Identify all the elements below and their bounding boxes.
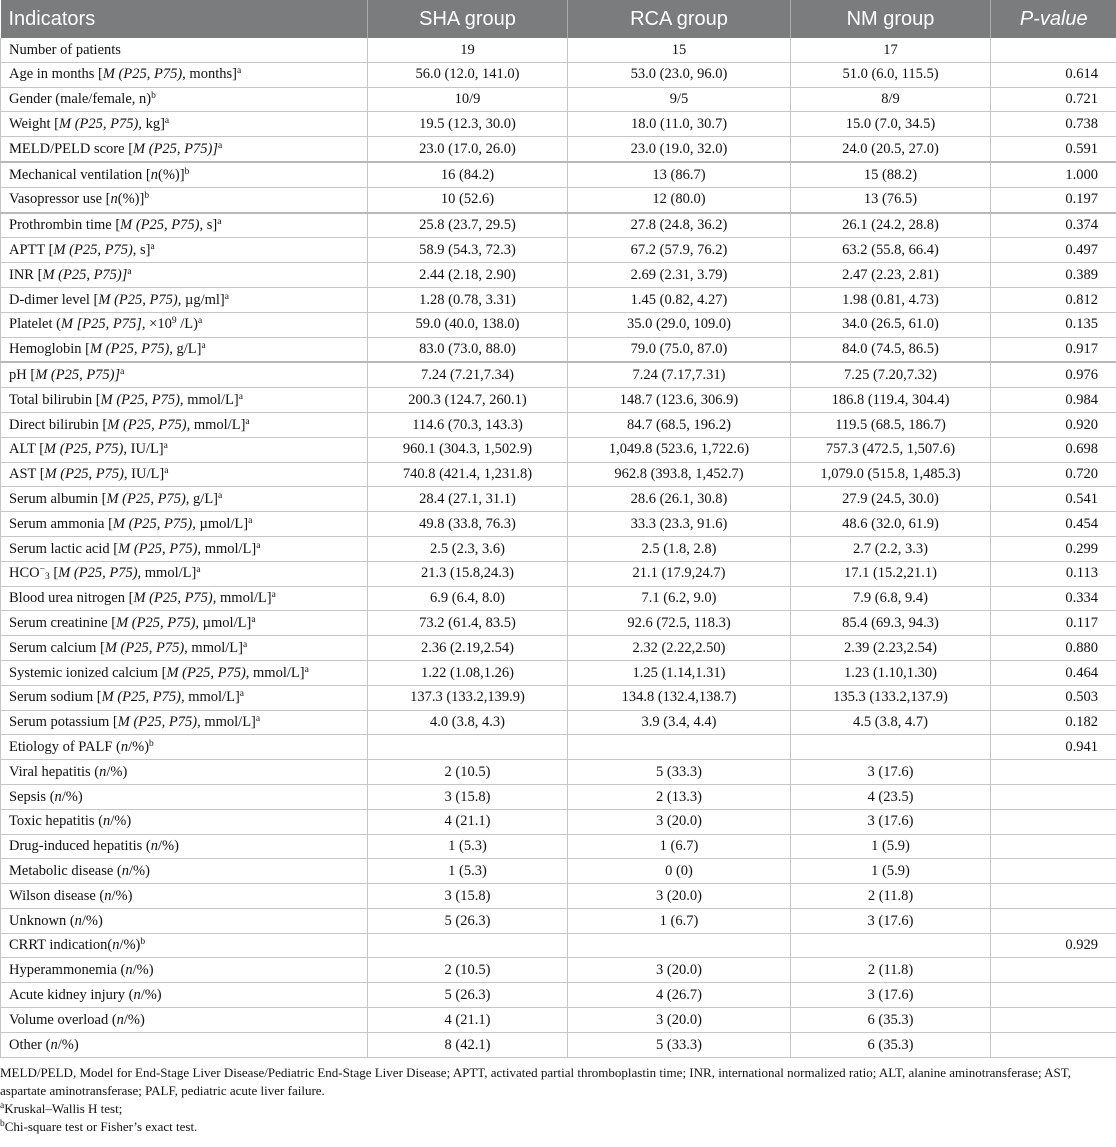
cell-p-value: 0.698 — [991, 437, 1116, 462]
cell-sha-group: 59.0 (40.0, 138.0) — [368, 312, 568, 337]
cell-p-value: 1.000 — [991, 162, 1116, 187]
cell-nm-group: 15 (88.2) — [791, 162, 991, 187]
footnote-b: $^b$Chi-square test or Fisher’s exact test. — [0, 1118, 198, 1134]
table-row — [1, 884, 1116, 909]
table-row — [1, 487, 1116, 512]
table-row — [1, 908, 1116, 933]
cell-p-value — [991, 908, 1116, 933]
cell-nm-group: 3 (17.6) — [791, 809, 991, 834]
cell-nm-group: 13 (76.5) — [791, 187, 991, 212]
cell-rca-group: 5 (33.3) — [568, 1032, 791, 1057]
cell-nm-group: 3 (17.6) — [791, 760, 991, 785]
cell-rca-group: 1,049.8 (523.6, 1,722.6) — [568, 437, 791, 462]
cell-rca-group: 3 (20.0) — [568, 1008, 791, 1033]
cell-p-value: 0.182 — [991, 710, 1116, 735]
table-row — [1, 238, 1116, 263]
cell-sha-group: 4 (21.1) — [368, 809, 568, 834]
cell-rca-group: 21.1 (17.9,24.7) — [568, 561, 791, 586]
cell-nm-group: 2.7 (2.2, 3.3) — [791, 536, 991, 561]
cell-p-value: 0.299 — [991, 536, 1116, 561]
cell-rca-group: 7.24 (7.17,7.31) — [568, 362, 791, 387]
cell-rca-group: 35.0 (29.0, 109.0) — [568, 312, 791, 337]
cell-indicator: Toxic hepatitis (n/%) — [1, 809, 368, 834]
cell-p-value: 0.941 — [991, 735, 1116, 760]
cell-nm-group: 2 (11.8) — [791, 884, 991, 909]
cell-nm-group: 757.3 (472.5, 1,507.6) — [791, 437, 991, 462]
cell-rca-group: 92.6 (72.5, 118.3) — [568, 611, 791, 636]
cell-rca-group: 2.32 (2.22,2.50) — [568, 636, 791, 661]
cell-sha-group: 2 (10.5) — [368, 958, 568, 983]
table-row — [1, 660, 1116, 685]
cell-sha-group: 2.36 (2.19,2.54) — [368, 636, 568, 661]
cell-sha-group: 1 (5.3) — [368, 834, 568, 859]
cell-nm-group: 6 (35.3) — [791, 1032, 991, 1057]
cell-indicator: AST [M (P25, P75), IU/L]$^a$ — [1, 462, 368, 487]
cell-indicator: Viral hepatitis (n/%) — [1, 760, 368, 785]
table-row — [1, 636, 1116, 661]
cell-rca-group: 13 (86.7) — [568, 162, 791, 187]
cell-rca-group: 962.8 (393.8, 1,452.7) — [568, 462, 791, 487]
cell-sha-group: 25.8 (23.7, 29.5) — [368, 213, 568, 238]
cell-indicator: Other (n/%) — [1, 1032, 368, 1057]
table-row — [1, 784, 1116, 809]
cell-p-value: 0.591 — [991, 137, 1116, 162]
cell-indicator: Volume overload (n/%) — [1, 1008, 368, 1033]
cell-p-value: 0.503 — [991, 685, 1116, 710]
cell-p-value — [991, 1032, 1116, 1057]
cell-p-value: 0.464 — [991, 660, 1116, 685]
cell-indicator: Weight [M (P25, P75), kg]$^a$ — [1, 112, 368, 137]
cell-nm-group — [791, 735, 991, 760]
cell-sha-group: 4.0 (3.8, 4.3) — [368, 710, 568, 735]
cell-nm-group: 3 (17.6) — [791, 983, 991, 1008]
cell-indicator: Number of patients — [1, 38, 368, 62]
table-footnotes — [0, 1058, 1116, 1136]
cell-sha-group: 740.8 (421.4, 1,231.8) — [368, 462, 568, 487]
table-row — [1, 87, 1116, 112]
cell-sha-group: 58.9 (54.3, 72.3) — [368, 238, 568, 263]
cell-nm-group: 85.4 (69.3, 94.3) — [791, 611, 991, 636]
cell-indicator: Gender (male/female, n)$^b$ — [1, 87, 368, 112]
cell-indicator: $HCO^-_3$ [M (P25, P75), mmol/L]$^a$ — [1, 561, 368, 586]
cell-p-value: 0.929 — [991, 933, 1116, 958]
cell-rca-group: 18.0 (11.0, 30.7) — [568, 112, 791, 137]
cell-indicator: INR [M (P25, P75)]$^a$ — [1, 263, 368, 288]
footnote-a: $^a$Kruskal–Wallis H test; — [0, 1100, 123, 1116]
cell-sha-group: 6.9 (6.4, 8.0) — [368, 586, 568, 611]
cell-rca-group — [568, 735, 791, 760]
header-rca-group: RCA group — [568, 0, 791, 38]
cell-nm-group: 6 (35.3) — [791, 1008, 991, 1033]
cell-rca-group: 9/5 — [568, 87, 791, 112]
cell-sha-group — [368, 933, 568, 958]
cell-p-value: 0.984 — [991, 388, 1116, 413]
cell-rca-group: 134.8 (132.4,138.7) — [568, 685, 791, 710]
cell-indicator: Unknown (n/%) — [1, 908, 368, 933]
cell-nm-group: 1 (5.9) — [791, 859, 991, 884]
cell-indicator: MELD/PELD score [M (P25, P75)]$^a$ — [1, 137, 368, 162]
cell-nm-group: 27.9 (24.5, 30.0) — [791, 487, 991, 512]
cell-sha-group: 21.3 (15.8,24.3) — [368, 561, 568, 586]
cell-sha-group: 3 (15.8) — [368, 784, 568, 809]
table-row — [1, 561, 1116, 586]
cell-rca-group: 2 (13.3) — [568, 784, 791, 809]
cell-sha-group — [368, 735, 568, 760]
cell-indicator: Vasopressor use $[n(\%)]^b$ — [1, 187, 368, 212]
cell-rca-group: 84.7 (68.5, 196.2) — [568, 412, 791, 437]
cell-rca-group: 1.25 (1.14,1.31) — [568, 660, 791, 685]
cell-p-value: 0.976 — [991, 362, 1116, 387]
cell-nm-group: 4 (23.5) — [791, 784, 991, 809]
cell-p-value: 0.113 — [991, 561, 1116, 586]
cell-indicator: Serum ammonia [M (P25, P75), µmol/L]$^a$ — [1, 512, 368, 537]
table-row — [1, 859, 1116, 884]
cell-sha-group: 56.0 (12.0, 141.0) — [368, 62, 568, 87]
cell-sha-group: 7.24 (7.21,7.34) — [368, 362, 568, 387]
cell-nm-group: 1,079.0 (515.8, 1,485.3) — [791, 462, 991, 487]
cell-p-value: 0.614 — [991, 62, 1116, 87]
cell-nm-group: 17.1 (15.2,21.1) — [791, 561, 991, 586]
cell-indicator: ALT [M (P25, P75), IU/L]$^a$ — [1, 437, 368, 462]
cell-indicator: Age in months [M (P25, P75), months]$^a$ — [1, 62, 368, 87]
cell-sha-group: 1.28 (0.78, 3.31) — [368, 287, 568, 312]
cell-p-value: 0.917 — [991, 337, 1116, 362]
cell-indicator: pH [M (P25, P75)]$^a$ — [1, 362, 368, 387]
cell-p-value — [991, 760, 1116, 785]
cell-sha-group: 83.0 (73.0, 88.0) — [368, 337, 568, 362]
cell-rca-group: 1 (6.7) — [568, 834, 791, 859]
cell-p-value: 0.721 — [991, 87, 1116, 112]
table-row — [1, 312, 1116, 337]
cell-indicator: APTT [M (P25, P75), s]$^a$ — [1, 238, 368, 263]
cell-nm-group: 2 (11.8) — [791, 958, 991, 983]
cell-indicator: Serum potassium [M (P25, P75), mmol/L]$^a$ — [1, 710, 368, 735]
cell-sha-group: 5 (26.3) — [368, 983, 568, 1008]
table-row — [1, 437, 1116, 462]
cell-p-value — [991, 1008, 1116, 1033]
cell-rca-group: 7.1 (6.2, 9.0) — [568, 586, 791, 611]
cell-indicator: D-dimer level [M (P25, P75), µg/ml]$^a$ — [1, 287, 368, 312]
cell-nm-group: 186.8 (119.4, 304.4) — [791, 388, 991, 413]
cell-p-value: 0.497 — [991, 238, 1116, 263]
cell-indicator: Serum albumin [M (P25, P75), g/L]$^a$ — [1, 487, 368, 512]
cell-rca-group: 148.7 (123.6, 306.9) — [568, 388, 791, 413]
table-row — [1, 1032, 1116, 1057]
cell-rca-group: 79.0 (75.0, 87.0) — [568, 337, 791, 362]
cell-indicator: Serum creatinine [M (P25, P75), µmol/L]$^a$ — [1, 611, 368, 636]
cell-nm-group: 1.98 (0.81, 4.73) — [791, 287, 991, 312]
cell-rca-group: 4 (26.7) — [568, 983, 791, 1008]
table-row — [1, 1008, 1116, 1033]
cell-nm-group — [791, 933, 991, 958]
cell-sha-group: 23.0 (17.0, 26.0) — [368, 137, 568, 162]
table-row — [1, 586, 1116, 611]
cell-sha-group: 10 (52.6) — [368, 187, 568, 212]
cell-indicator: Direct bilirubin [M (P25, P75), mmol/L]$^a$ — [1, 412, 368, 437]
table-header-row — [1, 0, 1116, 38]
cell-p-value — [991, 784, 1116, 809]
cell-sha-group: 3 (15.8) — [368, 884, 568, 909]
cell-nm-group: 84.0 (74.5, 86.5) — [791, 337, 991, 362]
table-row — [1, 263, 1116, 288]
table-row — [1, 933, 1116, 958]
cell-nm-group: 2.47 (2.23, 2.81) — [791, 263, 991, 288]
header-nm-group: NM group — [791, 0, 991, 38]
cell-sha-group: 16 (84.2) — [368, 162, 568, 187]
table-row — [1, 512, 1116, 537]
cell-p-value: 0.135 — [991, 312, 1116, 337]
cell-nm-group: 4.5 (3.8, 4.7) — [791, 710, 991, 735]
cell-indicator: CRRT $indication(n/\%)^b$ — [1, 933, 368, 958]
table-row — [1, 983, 1116, 1008]
table-row — [1, 162, 1116, 187]
table-row — [1, 735, 1116, 760]
cell-nm-group: 51.0 (6.0, 115.5) — [791, 62, 991, 87]
cell-nm-group: 135.3 (133.2,137.9) — [791, 685, 991, 710]
cell-nm-group: 17 — [791, 38, 991, 62]
cell-nm-group: 24.0 (20.5, 27.0) — [791, 137, 991, 162]
cell-p-value: 0.197 — [991, 187, 1116, 212]
cell-indicator: Systemic ionized calcium [M (P25, P75), mmol/L]$^a$ — [1, 660, 368, 685]
table-row — [1, 760, 1116, 785]
cell-rca-group: 3 (20.0) — [568, 809, 791, 834]
cell-nm-group: 63.2 (55.8, 66.4) — [791, 238, 991, 263]
cell-p-value — [991, 834, 1116, 859]
cell-indicator: Total bilirubin [M (P25, P75), mmol/L]$^a$ — [1, 388, 368, 413]
cell-rca-group: 23.0 (19.0, 32.0) — [568, 137, 791, 162]
cell-nm-group: 3 (17.6) — [791, 908, 991, 933]
cell-sha-group: 28.4 (27.1, 31.1) — [368, 487, 568, 512]
cell-p-value: 0.920 — [991, 412, 1116, 437]
cell-p-value — [991, 809, 1116, 834]
table-row — [1, 337, 1116, 362]
header-sha-group: SHA group — [368, 0, 568, 38]
cell-nm-group: 1.23 (1.10,1.30) — [791, 660, 991, 685]
table-row — [1, 213, 1116, 238]
header-indicators: Indicators — [1, 0, 368, 38]
cell-nm-group: 119.5 (68.5, 186.7) — [791, 412, 991, 437]
cell-indicator: Prothrombin time [M (P25, P75), s]$^a$ — [1, 213, 368, 238]
cell-rca-group: 15 — [568, 38, 791, 62]
table-row — [1, 287, 1116, 312]
cell-rca-group: 2.5 (1.8, 2.8) — [568, 536, 791, 561]
cell-sha-group: 8 (42.1) — [368, 1032, 568, 1057]
cell-p-value: 0.374 — [991, 213, 1116, 238]
header-p-value: P-value — [991, 0, 1116, 38]
cell-nm-group: 26.1 (24.2, 28.8) — [791, 213, 991, 238]
table-row — [1, 958, 1116, 983]
cell-sha-group: 5 (26.3) — [368, 908, 568, 933]
cell-rca-group: 3.9 (3.4, 4.4) — [568, 710, 791, 735]
cell-rca-group: 33.3 (23.3, 91.6) — [568, 512, 791, 537]
cell-sha-group: 19.5 (12.3, 30.0) — [368, 112, 568, 137]
cell-sha-group: 19 — [368, 38, 568, 62]
cell-p-value — [991, 884, 1116, 909]
cell-p-value — [991, 983, 1116, 1008]
table-row — [1, 187, 1116, 212]
table-row — [1, 834, 1116, 859]
cell-nm-group: 2.39 (2.23,2.54) — [791, 636, 991, 661]
cell-rca-group: 53.0 (23.0, 96.0) — [568, 62, 791, 87]
cell-rca-group: 0 (0) — [568, 859, 791, 884]
cell-indicator: Hyperammonemia (n/%) — [1, 958, 368, 983]
cell-indicator: Platelet (M [P25, P75], $\times 10^9$ /L)$^a$ — [1, 312, 368, 337]
table-row — [1, 38, 1116, 62]
table-row — [1, 362, 1116, 387]
cell-sha-group: 10/9 — [368, 87, 568, 112]
cell-indicator: Serum lactic acid [M (P25, P75), mmol/L]$^a$ — [1, 536, 368, 561]
cell-rca-group: 3 (20.0) — [568, 884, 791, 909]
table-body — [1, 38, 1116, 1057]
cell-nm-group: 1 (5.9) — [791, 834, 991, 859]
cell-p-value: 0.880 — [991, 636, 1116, 661]
cell-p-value: 0.812 — [991, 287, 1116, 312]
cell-sha-group: 2.5 (2.3, 3.6) — [368, 536, 568, 561]
cell-rca-group: 5 (33.3) — [568, 760, 791, 785]
table-row — [1, 710, 1116, 735]
cell-p-value — [991, 38, 1116, 62]
cell-p-value: 0.334 — [991, 586, 1116, 611]
table-row — [1, 112, 1116, 137]
cell-rca-group: 27.8 (24.8, 36.2) — [568, 213, 791, 238]
cell-p-value — [991, 958, 1116, 983]
cell-sha-group: 137.3 (133.2,139.9) — [368, 685, 568, 710]
table-row — [1, 412, 1116, 437]
cell-rca-group: 3 (20.0) — [568, 958, 791, 983]
cell-nm-group: 34.0 (26.5, 61.0) — [791, 312, 991, 337]
cell-nm-group: 7.9 (6.8, 9.4) — [791, 586, 991, 611]
cell-indicator: Etiology of PALF $(n/\%)^b$ — [1, 735, 368, 760]
cell-sha-group: 49.8 (33.8, 76.3) — [368, 512, 568, 537]
cell-p-value: 0.454 — [991, 512, 1116, 537]
cell-p-value: 0.720 — [991, 462, 1116, 487]
cell-indicator: Serum calcium [M (P25, P75), mmol/L]$^a$ — [1, 636, 368, 661]
cell-sha-group: 2 (10.5) — [368, 760, 568, 785]
table-row — [1, 62, 1116, 87]
cell-sha-group: 200.3 (124.7, 260.1) — [368, 388, 568, 413]
table-row — [1, 809, 1116, 834]
cell-indicator: Hemoglobin [M (P25, P75), g/L]$^a$ — [1, 337, 368, 362]
table-row — [1, 685, 1116, 710]
cell-sha-group: 4 (21.1) — [368, 1008, 568, 1033]
cell-indicator: Metabolic disease (n/%) — [1, 859, 368, 884]
cell-rca-group: 2.69 (2.31, 3.79) — [568, 263, 791, 288]
cell-rca-group — [568, 933, 791, 958]
cell-sha-group: 114.6 (70.3, 143.3) — [368, 412, 568, 437]
cell-sha-group: 73.2 (61.4, 83.5) — [368, 611, 568, 636]
cell-sha-group: 1 (5.3) — [368, 859, 568, 884]
cell-nm-group: 48.6 (32.0, 61.9) — [791, 512, 991, 537]
cell-p-value — [991, 859, 1116, 884]
cell-sha-group: 960.1 (304.3, 1,502.9) — [368, 437, 568, 462]
cell-nm-group: 8/9 — [791, 87, 991, 112]
table-row — [1, 611, 1116, 636]
cell-indicator: Blood urea nitrogen [M (P25, P75), mmol/L]$^a$ — [1, 586, 368, 611]
cell-indicator: Serum sodium [M (P25, P75), mmol/L]$^a$ — [1, 685, 368, 710]
cell-p-value: 0.541 — [991, 487, 1116, 512]
cell-p-value: 0.389 — [991, 263, 1116, 288]
table-row — [1, 388, 1116, 413]
cell-indicator: Drug-induced hepatitis (n/%) — [1, 834, 368, 859]
cell-indicator: Mechanical ventilation $[n(\%)]^b$ — [1, 162, 368, 187]
cell-p-value: 0.117 — [991, 611, 1116, 636]
cell-rca-group: 1.45 (0.82, 4.27) — [568, 287, 791, 312]
cell-nm-group: 15.0 (7.0, 34.5) — [791, 112, 991, 137]
cell-indicator: Acute kidney injury (n/%) — [1, 983, 368, 1008]
cell-p-value: 0.738 — [991, 112, 1116, 137]
cell-indicator: Sepsis (n/%) — [1, 784, 368, 809]
cell-sha-group: 1.22 (1.08,1.26) — [368, 660, 568, 685]
cell-rca-group: 67.2 (57.9, 76.2) — [568, 238, 791, 263]
cell-indicator: Wilson disease (n/%) — [1, 884, 368, 909]
table-row — [1, 137, 1116, 162]
cell-sha-group: 2.44 (2.18, 2.90) — [368, 263, 568, 288]
cell-rca-group: 12 (80.0) — [568, 187, 791, 212]
table-row — [1, 536, 1116, 561]
cell-rca-group: 1 (6.7) — [568, 908, 791, 933]
abbreviations-note: MELD/PELD, Model for End-Stage Liver Disease/Pediatric End-Stage Liver Disease; APTT, activated partial thromboplastin time; INR, international normalized ratio; ALT, alanine aminotransferase; AST, aspartate aminotransferase; PALF, pediatric acute liver failure. — [0, 1064, 1072, 1098]
cell-nm-group: 7.25 (7.20,7.32) — [791, 362, 991, 387]
cell-rca-group: 28.6 (26.1, 30.8) — [568, 487, 791, 512]
table-row — [1, 462, 1116, 487]
